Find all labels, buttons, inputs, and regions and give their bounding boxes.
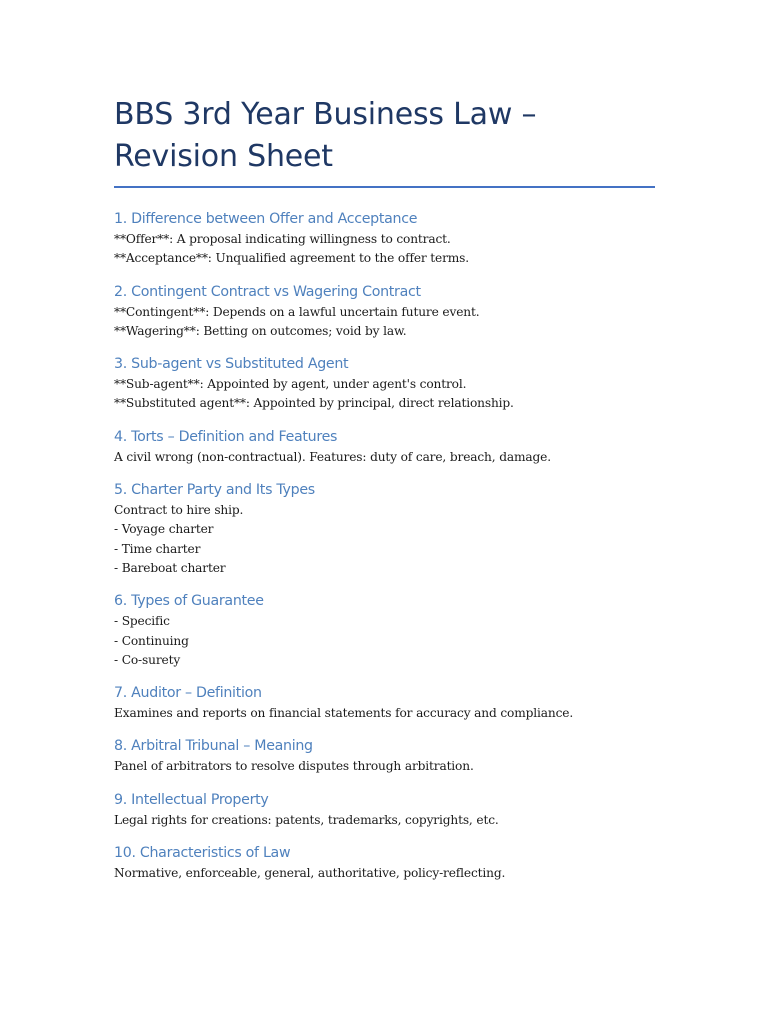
document-page — [114, 94, 655, 896]
section-offer-acceptance — [114, 209, 655, 269]
section-line: - Continuing — [114, 633, 189, 648]
section-line: A civil wrong (non-contractual). Features: duty of care, breach, damage. — [114, 449, 551, 464]
section-heading: 3. Sub-agent vs Substituted Agent — [114, 356, 349, 373]
section-intellectual-property — [114, 790, 655, 830]
section-line: - Specific — [114, 614, 170, 629]
section-line: - Co-surety — [114, 652, 181, 667]
section-line: - Voyage charter — [114, 522, 214, 537]
section-line: - Time charter — [114, 541, 201, 556]
section-heading: 7. Auditor – Definition — [114, 685, 262, 702]
section-subagent-substituted — [114, 354, 655, 414]
section-heading: 9. Intellectual Property — [114, 791, 269, 808]
section-line: Normative, enforceable, general, authoritative, policy-reflecting. — [114, 866, 506, 881]
section-line: **Sub-agent**: Appointed by agent, under agent's control. — [114, 377, 467, 392]
section-heading: 10. Characteristics of Law — [114, 845, 291, 862]
section-charter-party — [114, 480, 655, 578]
section-heading: 1. Difference between Offer and Acceptance — [114, 211, 418, 227]
section-auditor — [114, 683, 655, 723]
section-heading: 6. Types of Guarantee — [114, 593, 264, 610]
section-heading: 5. Charter Party and Its Types — [114, 482, 315, 499]
section-line: **Wagering**: Betting on outcomes; void by law. — [114, 323, 407, 338]
section-heading: 8. Arbitral Tribunal – Meaning — [114, 738, 313, 755]
section-contingent-wagering — [114, 282, 655, 342]
section-arbitral-tribunal — [114, 736, 655, 776]
section-line: - Bareboat charter — [114, 560, 226, 575]
section-heading: 4. Torts – Definition and Features — [114, 428, 338, 445]
section-line: **Substituted agent**: Appointed by principal, direct relationship. — [114, 396, 514, 411]
title-divider — [114, 186, 655, 188]
section-line: Contract to hire ship. — [114, 503, 244, 518]
section-line: Examines and reports on financial statements for accuracy and compliance. — [114, 706, 574, 721]
section-line: Legal rights for creations: patents, trademarks, copyrights, etc. — [114, 812, 499, 827]
document-title: BBS 3rd Year Business Law – Revision Sheet — [114, 97, 537, 174]
section-torts — [114, 427, 655, 467]
section-characteristics-of-law — [114, 843, 655, 883]
section-line: **Contingent**: Depends on a lawful uncertain future event. — [114, 304, 480, 319]
section-guarantee — [114, 591, 655, 670]
section-line: **Offer**: A proposal indicating willingness to contract. — [114, 232, 451, 246]
section-heading: 2. Contingent Contract vs Wagering Contract — [114, 283, 421, 300]
section-line: Panel of arbitrators to resolve disputes through arbitration. — [114, 759, 474, 774]
section-line: **Acceptance**: Unqualified agreement to the offer terms. — [114, 251, 469, 266]
